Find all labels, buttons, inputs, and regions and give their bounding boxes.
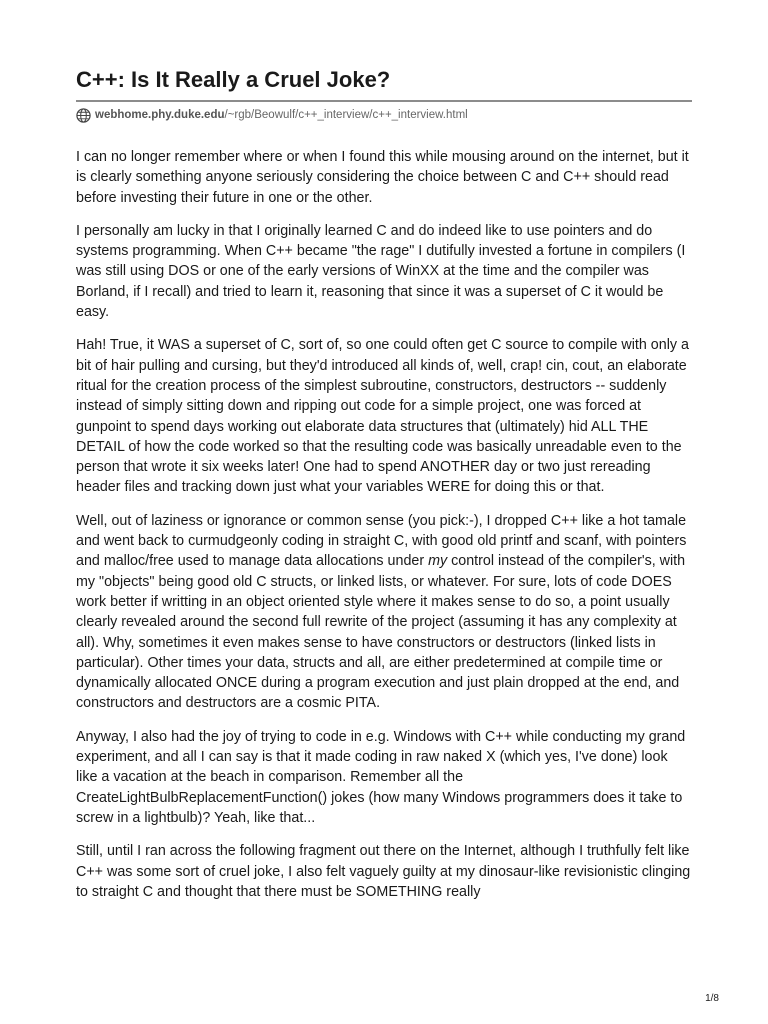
paragraph-1: I can no longer remember where or when I found this while mousing around on the internet, but it is clearly something anyone seriously considering the choice between C and C++ should read before investing their future in one or the other. (76, 149, 689, 206)
article-body (76, 147, 692, 902)
source-link[interactable] (76, 106, 692, 124)
paragraph-4-after: control instead of the compiler's, with my "objects" being good old C structs, or linked lists, or whatever. For sure, lots of code DOES work better if writting in an object oriented style where it makes sense to do so, a point usually clearly revealed around the second full rewrite of the project (assuming it has any complexity at all). Why, sometimes it even makes sense to have constructors or destructors (linked lists in particular). Other times your data, structs and all, are either predetermined at compile time or dynamically allocated ONCE during a program execution and just plain dropped at the end, and constructors and destructors are a cosmic PITA. (76, 553, 686, 712)
globe-icon (76, 108, 91, 123)
paragraph-4-before: Well, out of laziness or ignorance or common sense (you pick:-), I dropped C++ like a hot tamale and went back to curmudgeonly coding in straight C, with good old printf and scanf, with pointers and malloc/free used to manage data allocations under (76, 512, 687, 570)
paragraph-4 (76, 511, 692, 714)
source-path[interactable]: /~rgb/Beowulf/c++_interview/c++_interview.html (224, 109, 468, 121)
page-number: 1/8 (705, 993, 719, 1004)
document-page (76, 64, 692, 902)
paragraph-4-emphasis: my (428, 553, 448, 570)
paragraph-5: Anyway, I also had the joy of trying to code in e.g. Windows with C++ while conducting my grand experiment, and all I can say is that it made coding in raw naked X (which yes, I've done) look like a vacation at the beach in comparison. Remember all the CreateLightBulbReplacementFunction() jokes (how many Windows programmers does it take to screw in a lightbulb)? Yeah, like that... (76, 728, 686, 826)
source-domain[interactable]: webhome.phy.duke.edu (95, 109, 225, 121)
paragraph-3: Hah! True, it WAS a superset of C, sort of, so one could often get C source to compile with only a bit of hair pulling and cursing, but they'd introduced all kinds of, well, crap! cin, cout, an elaborate ritual for the creation process of the simplest subroutine, constructors, destructors -- suddenly instead of simply sitting down and ripping out code for a simple project, one was forced at gunpoint to spend days working out elaborate data structures that (ultimately) hid ALL THE DETAIL of how the code worked so that the resulting code was basically unreadable even to the person that wrote it six weeks later! One had to spend ANOTHER day or two just rereading header files and tracking down just what your variables WERE for doing this or that. (76, 337, 689, 496)
paragraph-2: I personally am lucky in that I originally learned C and do indeed like to use pointers and do systems programming. When C++ became "the rage" I dutifully invested a fortune in compilers (I was still using DOS or one of the early versions of WinXX at the time and the compiler was Borland, if I recall) and tried to learn it, reasoning that since it was a superset of C it would be easy. (76, 222, 686, 321)
paragraph-6: Still, until I ran across the following fragment out there on the Internet, although I truthfully felt like C++ was some sort of cruel joke, I also felt vaguely guilty at my dinosaur-like revisionistic clinging to straight C and thought that there must be SOMETHING really (76, 843, 691, 900)
document-title: C++: Is It Really a Cruel Joke? (76, 64, 692, 102)
